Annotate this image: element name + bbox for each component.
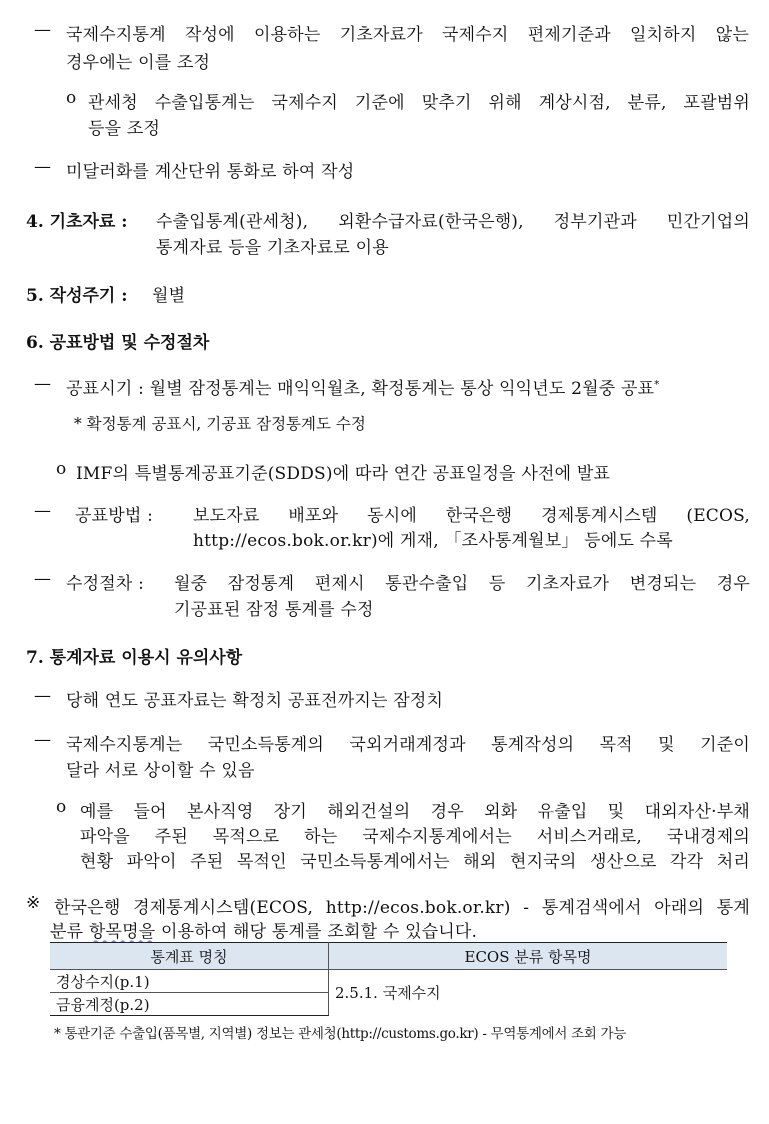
table-cell: 경상수지(p.1) bbox=[50, 970, 329, 993]
paragraph-line: IMF의 특별통계공표기준(SDDS)에 따라 연간 공표일정을 사전에 발표 bbox=[76, 464, 611, 484]
paragraph-line bbox=[50, 917, 477, 942]
paragraph-line: 통계자료 등을 기초자료로 이용 bbox=[156, 238, 389, 258]
table-header: ECOS 분류 항목명 bbox=[329, 943, 728, 970]
paragraph-line: 당해 연도 공표자료는 확정치 공표전까지는 잠정치 bbox=[66, 691, 444, 711]
list-dash: — bbox=[34, 374, 51, 394]
paragraph-line: 국제수지통계는 국민소득통계의 국외거래계정과 통계작성의 목적 및 기준이 bbox=[66, 735, 750, 755]
list-bullet: o bbox=[56, 459, 67, 479]
paragraph-line: 미달러화를 계산단위 통화로 하여 작성 bbox=[66, 162, 355, 182]
item-label: 수정절차 : bbox=[66, 574, 145, 594]
list-bullet: o bbox=[66, 88, 77, 108]
paragraph-line: 기공표된 잠정 통계를 수정 bbox=[174, 600, 374, 620]
footnote-marker: * bbox=[654, 379, 660, 391]
reference-mark: ※ bbox=[26, 893, 41, 913]
list-bullet: o bbox=[56, 797, 67, 817]
list-dash: — bbox=[34, 501, 51, 521]
table-header: 통계표 명칭 bbox=[50, 943, 329, 970]
line-segment: 분류 bbox=[50, 922, 89, 942]
paragraph-line: 한국은행 경제통계시스템(ECOS, http://ecos.bok.or.kr) - 통계검색에서 아래의 통계 bbox=[54, 898, 750, 918]
section-heading: 5. 작성주기 : bbox=[26, 286, 128, 306]
paragraph-line: 보도자료 배포와 동시에 한국은행 경제통계시스템 (ECOS, bbox=[193, 506, 750, 526]
paragraph-line bbox=[66, 374, 659, 399]
list-dash: — bbox=[34, 569, 51, 589]
footnote-text: * 확정통계 공표시, 기공표 잠정통계도 수정 bbox=[74, 415, 366, 433]
section-heading: 4. 기초자료 : bbox=[26, 212, 128, 232]
ecos-item-table bbox=[50, 942, 727, 1016]
item-label: 공표방법 : bbox=[75, 506, 154, 526]
table-cell: 2.5.1. 국제수지 bbox=[335, 984, 441, 1003]
paragraph-line: 수출입통계(관세청), 외환수급자료(한국은행), 정부기관과 민간기업의 bbox=[156, 212, 750, 232]
list-dash: — bbox=[34, 157, 51, 177]
paragraph-line: 월중 잠정통계 편제시 통관수출입 등 기초자료가 변경되는 경우 bbox=[174, 574, 750, 594]
line-segment: 이용하여 해당 통계를 조회할 수 있습니다. bbox=[155, 922, 478, 942]
paragraph-line: 국제수지통계 작성에 이용하는 기초자료가 국제수지 편제기준과 일치하지 않는 bbox=[66, 25, 749, 45]
paragraph-line: 등을 조정 bbox=[88, 119, 161, 139]
table-cell: 금융계정(p.2) bbox=[50, 993, 329, 1016]
footnote-text: * 통관기준 수출입(품목별, 지역별) 정보는 관세청(http://customs.go.kr) - 무역통계에서 조회 가능 bbox=[54, 1026, 627, 1042]
paragraph-line: 달라 서로 상이할 수 있음 bbox=[66, 761, 255, 781]
section-heading: 6. 공표방법 및 수정절차 bbox=[26, 333, 210, 353]
publication-timing-text: 공표시기 : 월별 잠정통계는 매익익월초, 확정통계는 통상 익익년도 2월중 공표 bbox=[66, 379, 655, 399]
paragraph-line: 예를 들어 본사직영 장기 해외건설의 경우 외화 유출입 및 대외자산·부채 bbox=[80, 802, 750, 822]
spellcheck-underlined-word: 항목명을 bbox=[88, 922, 156, 942]
paragraph-line: 월별 bbox=[152, 286, 186, 306]
paragraph-line: 현황 파악이 주된 목적인 국민소득통계에서는 해외 현지국의 생산으로 각각 처리 bbox=[80, 852, 750, 872]
paragraph-line: 파악을 주된 목적으로 하는 국제수지통계에서는 서비스거래로, 국내경제의 bbox=[80, 827, 750, 847]
paragraph-line: 관세청 수출입통계는 국제수지 기준에 맞추기 위해 계상시점, 분류, 포괄범위 bbox=[88, 93, 750, 113]
list-dash: — bbox=[34, 730, 51, 750]
paragraph-line: 경우에는 이를 조정 bbox=[66, 53, 211, 73]
list-dash: — bbox=[34, 20, 51, 40]
section-heading: 7. 통계자료 이용시 유의사항 bbox=[26, 648, 243, 668]
list-dash: — bbox=[34, 686, 51, 706]
paragraph-line: http://ecos.bok.or.kr)에 게재, 「조사통계월보」 등에도 수록 bbox=[193, 531, 673, 551]
